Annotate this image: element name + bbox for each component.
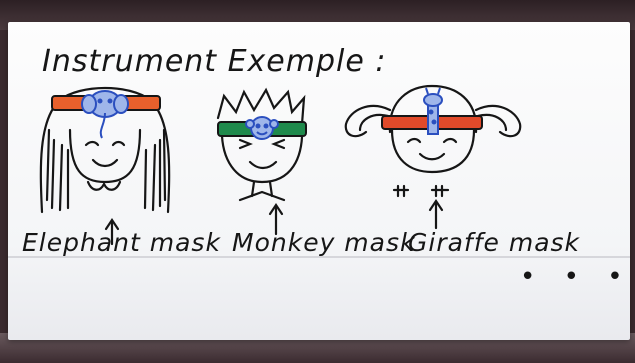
arrow-up-icon: [430, 201, 442, 228]
giraffe-mask-label: Giraffe mask: [408, 228, 581, 257]
elephant-icon: [82, 91, 128, 138]
page-title: Instrument Exemple :: [42, 44, 387, 79]
elephant-mask-label: Elephant mask: [22, 228, 221, 257]
monkey-mask-figure: [218, 90, 304, 200]
more-ellipsis: • • •: [520, 262, 633, 292]
monkey-mask-label: Monkey mask: [232, 228, 416, 257]
